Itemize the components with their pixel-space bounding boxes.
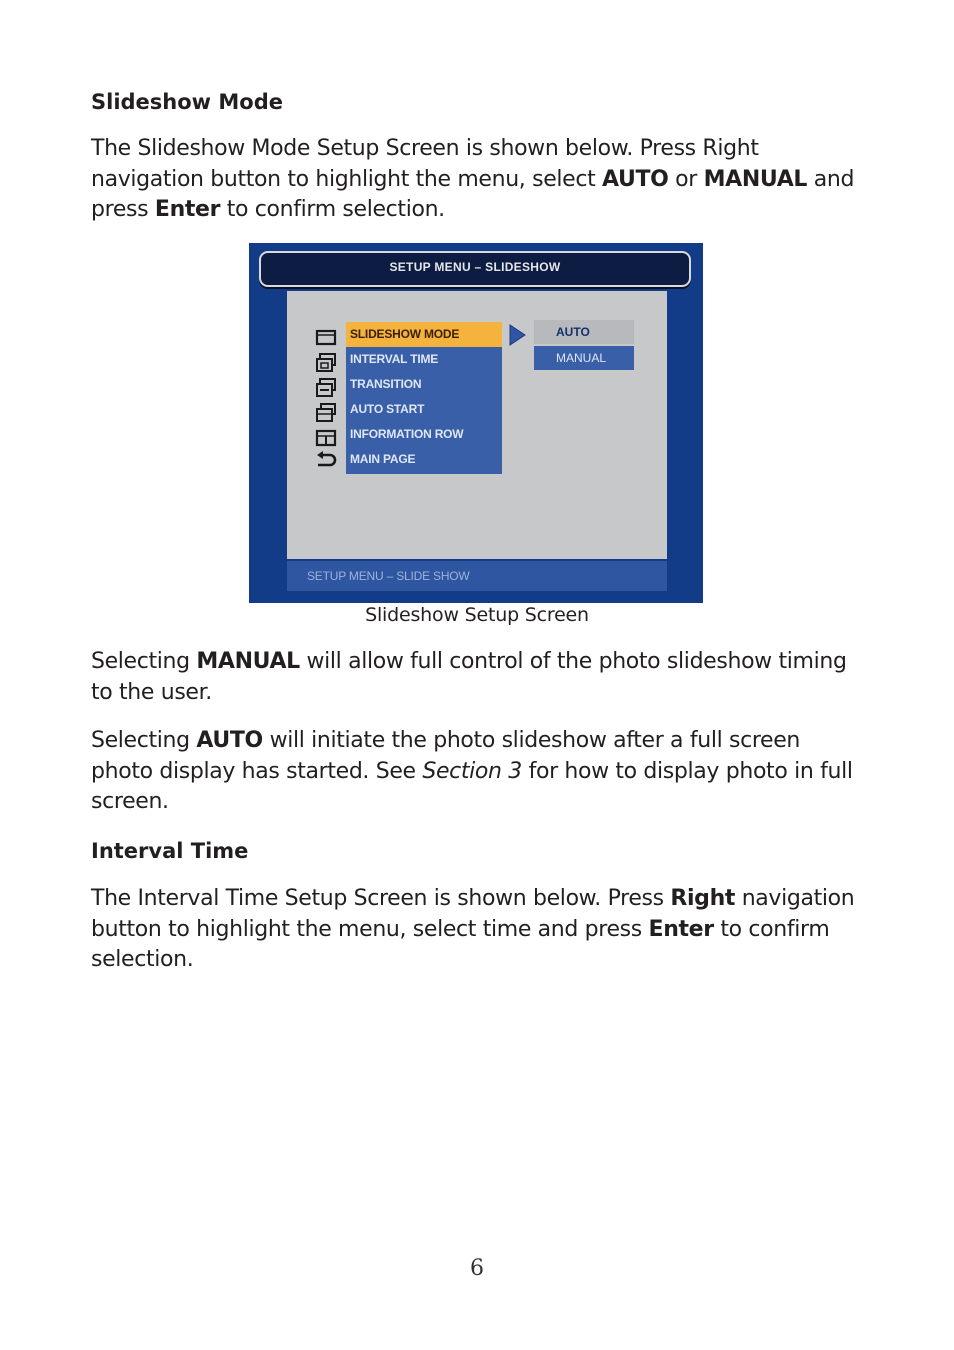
setup-title: SETUP MENU – SLIDESHOW xyxy=(389,260,561,274)
status-text: SETUP MENU – SLIDE SHOW xyxy=(307,569,470,583)
heading-slideshow-mode: Slideshow Mode xyxy=(91,90,283,114)
slideshow-mode-submenu xyxy=(534,320,634,372)
submenu-arrow-icon xyxy=(509,324,526,346)
return-icon xyxy=(315,450,337,472)
info-row-icon xyxy=(315,427,337,449)
auto-start-icon xyxy=(315,402,337,424)
setup-title-bar xyxy=(259,251,691,287)
menu-item-information-row[interactable]: INFORMATION ROW xyxy=(350,427,464,441)
heading-interval-time: Interval Time xyxy=(91,839,249,863)
window-icon xyxy=(315,327,337,349)
setup-menu xyxy=(346,322,502,474)
interval-icon xyxy=(315,352,337,374)
page-number: 6 xyxy=(470,1256,484,1281)
menu-item-auto-start[interactable]: AUTO START xyxy=(350,402,425,416)
slideshow-mode-intro: The Slideshow Mode Setup Screen is shown below. Press Right navigation button to highlight the menu, select AUTO or MANUAL and press Enter to confirm selection. xyxy=(91,136,855,222)
menu-item-transition[interactable]: TRANSITION xyxy=(350,377,422,391)
manual-paragraph: Selecting MANUAL will allow full control of the photo slideshow timing to the user. xyxy=(91,649,847,705)
option-auto[interactable]: AUTO xyxy=(534,320,634,344)
menu-item-slideshow-mode[interactable]: SLIDESHOW MODE xyxy=(346,322,502,347)
interval-time-intro: The Interval Time Setup Screen is shown below. Press Right navigation button to highlight the menu, select time and press Enter to confirm selection. xyxy=(91,886,855,972)
menu-item-main-page[interactable]: MAIN PAGE xyxy=(350,452,416,466)
transition-icon xyxy=(315,377,337,399)
menu-item-interval-time[interactable]: INTERVAL TIME xyxy=(350,352,439,366)
option-manual[interactable]: MANUAL xyxy=(534,346,634,370)
auto-paragraph: Selecting AUTO will initiate the photo slideshow after a full screen photo display has started. See Section 3 for how to display photo in full screen. xyxy=(91,728,853,814)
status-bar xyxy=(287,561,667,591)
slideshow-setup-screenshot xyxy=(249,243,703,603)
setup-panel xyxy=(287,291,667,559)
figure-caption: Slideshow Setup Screen xyxy=(365,604,589,626)
